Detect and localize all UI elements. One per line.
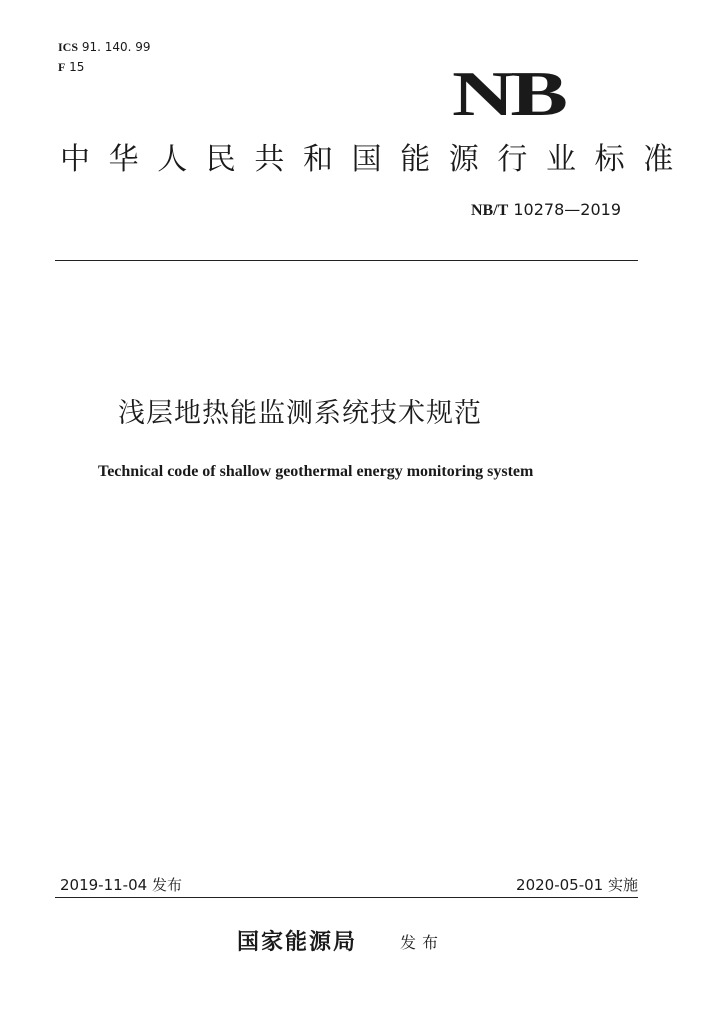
chinese-title: 浅层地热能监测系统技术规范 <box>118 398 482 429</box>
implementation-date: 2020-05-01 实施 <box>516 876 638 894</box>
issuer-name: 国家能源局 <box>237 930 358 955</box>
ics-label: ICS <box>58 40 79 54</box>
issue-date: 2019-11-04 发布 <box>60 876 182 894</box>
standard-number-prefix: NB/T <box>470 202 509 219</box>
english-title: Technical code of shallow geothermal energy monitoring system <box>98 463 534 480</box>
top-divider <box>55 260 638 261</box>
standard-number <box>471 200 621 220</box>
ics-code-line <box>58 40 151 55</box>
nb-logo: NB <box>452 58 564 129</box>
issuer-verb: 发布 <box>400 933 445 952</box>
ics-code: 91. 140. 99 <box>81 40 151 54</box>
classification-code-line <box>58 60 84 75</box>
classification-code: 15 <box>69 60 85 74</box>
bottom-divider <box>55 897 638 898</box>
classification-label: F <box>58 60 66 74</box>
standard-category-title: 中华人民共和国能源行业标准 <box>60 142 692 177</box>
standard-number-value: 10278—2019 <box>513 200 621 219</box>
